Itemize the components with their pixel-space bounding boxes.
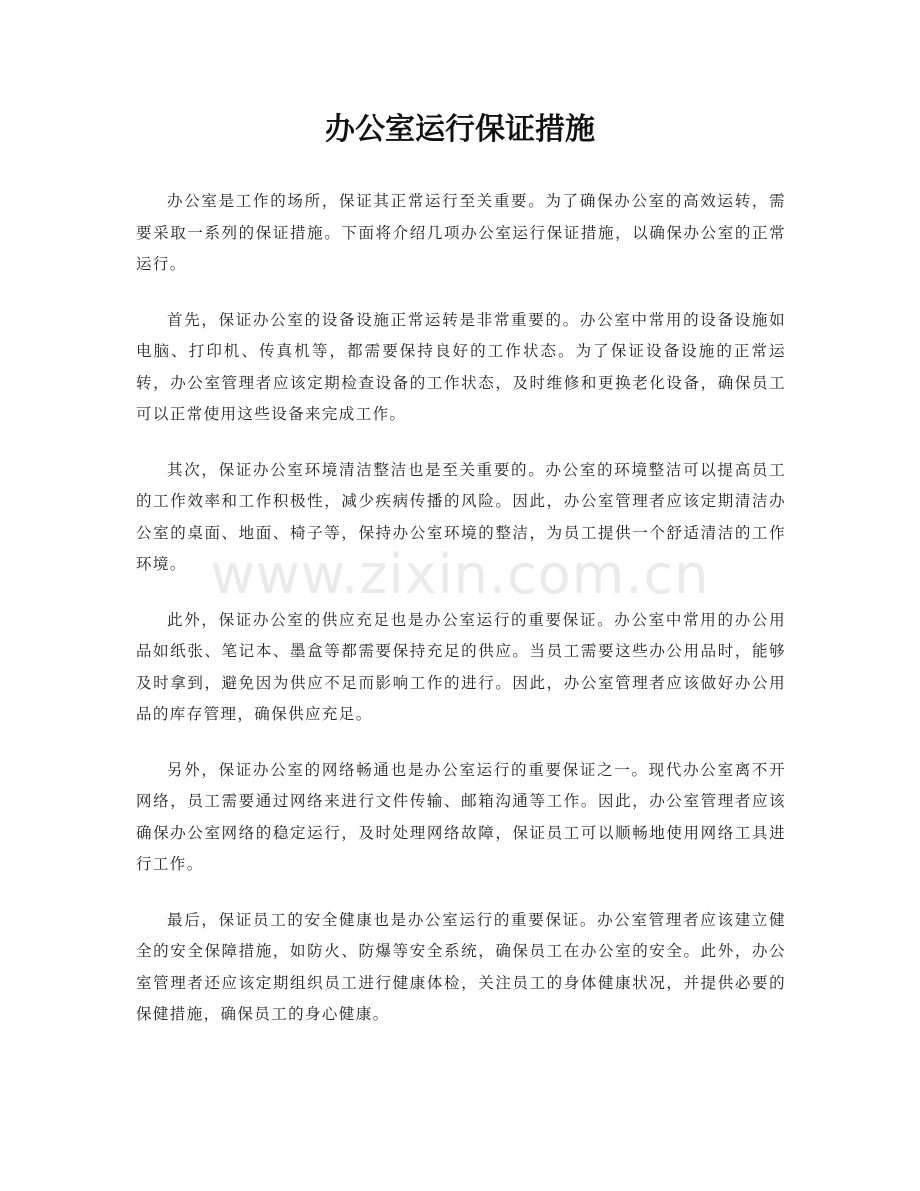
paragraph-intro: 办公室是工作的场所，保证其正常运行至关重要。为了确保办公室的高效运转，需要采取一系列的保证措施。下面将介绍几项办公室运行保证措施，以确保办公室的正常运行。: [136, 192, 786, 273]
paragraph-network: 另外，保证办公室的网络畅通也是办公室运行的重要保证之一。现代办公室离不开网络，员工需要通过网络来进行文件传输、邮箱沟通等工作。因此，办公室管理者应该确保办公室网络的稳定运行，及时处理网络故障，保证员工可以顺畅地使用网络工具进行工作。: [136, 760, 786, 873]
paragraph-equipment: 首先，保证办公室的设备设施正常运转是非常重要的。办公室中常用的设备设施如电脑、打印机、传真机等，都需要保持良好的工作状态。为了保证设备设施的正常运转，办公室管理者应该定期检查设备的工作状态，及时维修和更换老化设备，确保员工可以正常使用这些设备来完成工作。: [136, 310, 786, 423]
paragraph-supplies: 此外，保证办公室的供应充足也是办公室运行的重要保证。办公室中常用的办公用品如纸张、笔记本、墨盒等都需要保持充足的供应。当员工需要这些办公用品时，能够及时拿到，避免因为供应不足而影响工作的进行。因此，办公室管理者应该做好办公用品的库存管理，确保供应充足。: [136, 610, 786, 723]
paragraph-cleanliness: 其次，保证办公室环境清洁整洁也是至关重要的。办公室的环境整洁可以提高员工的工作效率和工作积极性，减少疾病传播的风险。因此，办公室管理者应该定期清洁办公室的桌面、地面、椅子等，保持办公室环境的整洁，为员工提供一个舒适清洁的工作环境。: [136, 460, 786, 573]
document-body: [136, 186, 786, 1055]
document-title: 办公室运行保证措施: [325, 112, 595, 147]
watermark: www.zixin.com.cn: [210, 543, 710, 606]
paragraph-safety: 最后，保证员工的安全健康也是办公室运行的重要保证。办公室管理者应该建立健全的安全保障措施，如防火、防爆等安全系统，确保员工在办公室的安全。此外，办公室管理者还应该定期组织员工进行健康体检，关注员工的身体健康状况，并提供必要的保健措施，确保员工的身心健康。: [136, 910, 786, 1023]
